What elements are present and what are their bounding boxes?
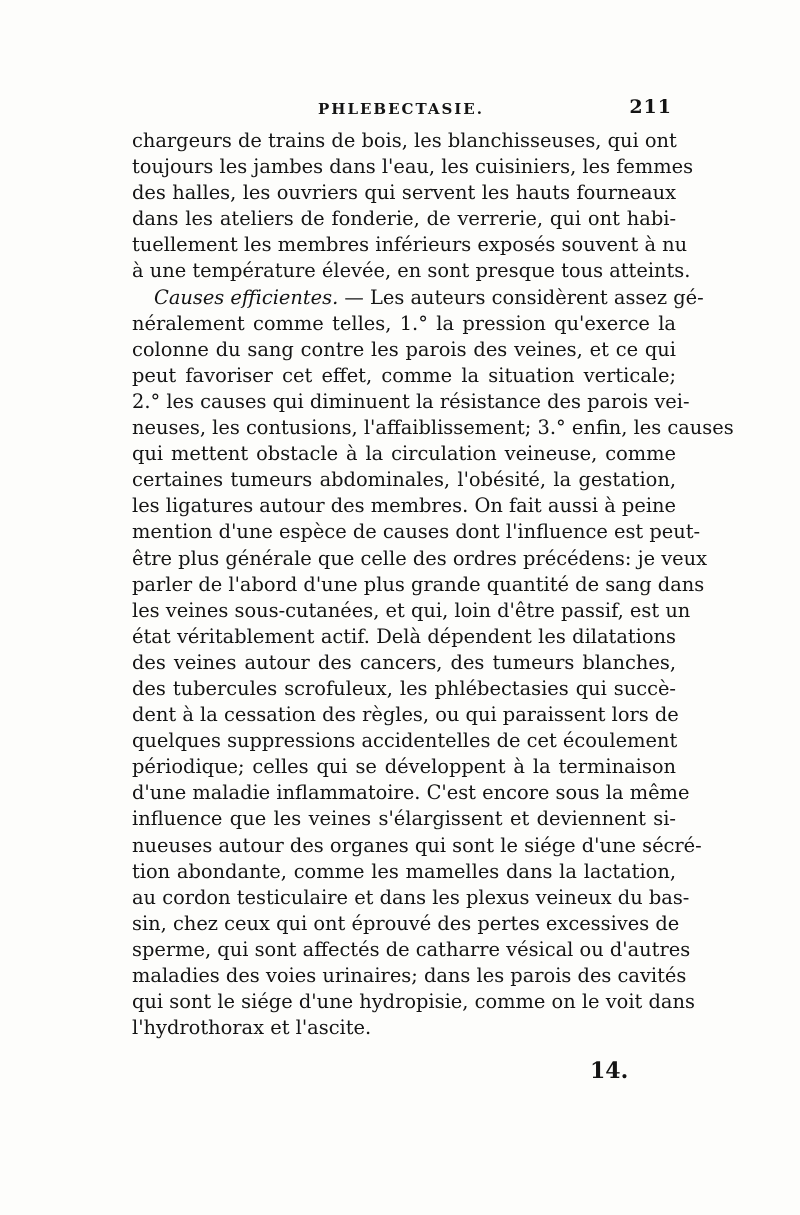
text-line: périodique; celles qui se développent à la terminaison — [132, 755, 676, 779]
text-line: des tubercules scrofuleux, les phlébectasies qui succè- — [132, 676, 676, 700]
text-line: qui sont le siége d'une hydropisie, comme on le voit dans — [132, 990, 695, 1014]
text-line: toujours les jambes dans l'eau, les cuisiniers, les femmes — [132, 155, 694, 179]
page-number: 211 — [629, 96, 672, 118]
text-line: au cordon testiculaire et dans les plexus veineux du bas- — [132, 885, 690, 909]
text-line: néralement comme telles, 1.° la pression qu'exerce la — [132, 311, 676, 335]
text-line: dent à la cessation des règles, ou qui paraissent lors de — [132, 703, 679, 727]
text-line: être plus générale que celle des ordres précédens: je veux — [132, 546, 708, 570]
text-line: état véritablement actif. Delà dépendent les dilatations — [132, 624, 676, 648]
text-line: sin, chez ceux qui ont éprouvé des pertes excessives de — [132, 911, 680, 935]
text-line: chargeurs de trains de bois, les blanchisseuses, qui ont — [132, 129, 677, 152]
text-line: des veines autour des cancers, des tumeurs blanches, — [132, 650, 676, 674]
text-line: neuses, les contusions, l'affaiblissement; 3.° enfin, les causes — [132, 416, 734, 440]
text-line: tion abondante, comme les mamelles dans la lactation, — [132, 859, 676, 883]
text-line: tuellement les membres inférieurs exposés souvent à nu — [132, 233, 688, 257]
text-line: 2.° les causes qui diminuent la résistance des parois vei- — [132, 389, 690, 413]
text-line: maladies des voies urinaires; dans les parois des cavités — [132, 964, 687, 987]
text-line: quelques suppressions accidentelles de cet écoulement — [132, 729, 678, 753]
text-line: colonne du sang contre les parois des veines, et ce qui — [132, 337, 676, 361]
text-line-rest: — Les auteurs considèrent assez gé- — [344, 285, 704, 309]
text-line: des halles, les ouvriers qui servent les hauts fourneaux — [132, 181, 676, 205]
text-line: sperme, qui sont affectés de catharre vésical ou d'autres — [132, 937, 691, 961]
signature-mark: 14. — [590, 1058, 629, 1084]
text-line-causes — [132, 285, 704, 311]
page-header — [132, 96, 672, 124]
text-line: influence que les veines s'élargissent et deviennent si- — [132, 807, 676, 831]
text-line: mention d'une espèce de causes dont l'influence est peut- — [132, 520, 701, 544]
section-lead-italic: Causes efficientes. — [154, 285, 339, 309]
text-line: parler de l'abord d'une plus grande quantité de sang dans — [132, 572, 705, 596]
running-title: PHLEBECTASIE. — [318, 100, 484, 118]
text-line: d'une maladie inflammatoire. C'est encore sous la même — [132, 781, 690, 805]
text-line: nueuses autour des organes qui sont le siége d'une sécré- — [132, 833, 702, 857]
body-text — [132, 128, 734, 1041]
text-line: les veines sous-cutanées, et qui, loin d'être passif, est un — [132, 598, 691, 622]
text-line: les ligatures autour des membres. On fait aussi à peine — [132, 494, 676, 518]
text-line: qui mettent obstacle à la circulation veineuse, comme — [132, 442, 676, 466]
text-line: certaines tumeurs abdominales, l'obésité, la gestation, — [132, 468, 676, 492]
text-line-final: l'hydrothorax et l'ascite. — [132, 1016, 372, 1040]
text-line: à une température élevée, en sont presque tous atteints. — [132, 259, 691, 283]
text-line: peut favoriser cet effet, comme la situation verticale; — [132, 363, 676, 387]
text-line: dans les ateliers de fonderie, de verrerie, qui ont habi- — [132, 207, 676, 231]
